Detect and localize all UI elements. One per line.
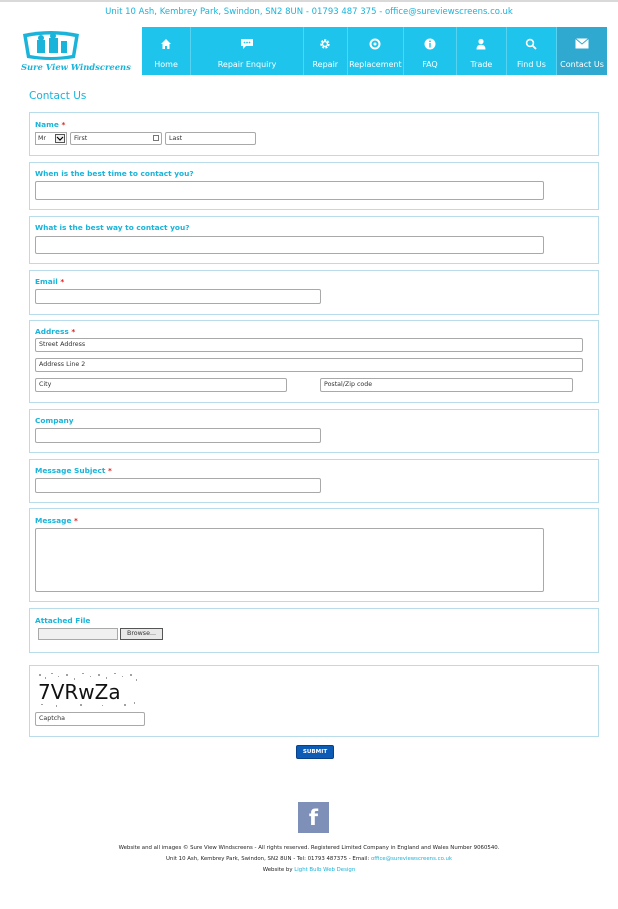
nav-label: Repair Enquiry [217,60,277,69]
nav-item-replacement[interactable] [348,27,404,75]
nav-label: Contact Us [560,60,604,69]
logo-text: Sure View Windscreens [21,62,131,72]
nav-label: Replacement [349,60,402,69]
gear-icon [304,38,347,52]
submit-button[interactable]: SUBMIT [296,745,334,759]
envelope-icon [557,38,607,52]
nav-label: FAQ [422,60,438,69]
company-label: Company [35,416,74,425]
file-section [29,608,599,653]
user-icon [457,38,506,52]
footer-credit [0,867,618,873]
footer-address-text: Unit 10 Ash, Kembrey Park, Swindon, SN2 8UN - Tel: 01793 487375 - Email: [165,856,370,862]
postal-code-input[interactable] [320,378,573,392]
best-time-section [29,162,599,210]
top-divider [0,0,618,2]
message-section [29,508,599,602]
captcha-text: 7VRwZa [38,680,121,704]
message-textarea[interactable] [35,528,544,592]
nav-label: Find Us [517,60,546,69]
windscreen-logo-icon [21,30,81,62]
city-input[interactable] [35,378,287,392]
browse-button[interactable]: Browse... [120,628,163,640]
facebook-icon[interactable]: f [298,802,329,833]
required-marker: * [71,327,76,336]
email-input[interactable] [35,289,321,304]
subject-label: Message Subject * [35,466,112,475]
contact-info-bar: Unit 10 Ash, Kembrey Park, Swindon, SN2 8UN - 01793 487 375 - office@sureviewscreens.co.uk [105,7,513,17]
footer-address [0,856,618,862]
subject-input[interactable] [35,478,321,493]
name-label: Name * [35,120,66,129]
email-label: Email * [35,277,65,286]
lifebuoy-icon [348,38,403,52]
name-section [29,112,599,156]
message-label: Message * [35,516,78,525]
postal-code-placeholder: Postal/Zip code [324,381,373,388]
nav-label: Home [154,60,178,69]
nav-label: Repair [312,60,339,69]
first-name-placeholder: First [74,135,88,142]
best-time-label: When is the best time to contact you? [35,169,194,178]
last-name-placeholder: Last [169,135,183,142]
address-section [29,320,599,403]
required-marker: * [74,516,78,525]
address-line2-placeholder: Address Line 2 [39,361,86,368]
home-icon [142,38,190,52]
site-logo[interactable] [21,30,141,76]
nav-item-repair-enquiry[interactable] [191,27,304,75]
last-name-input[interactable] [165,132,256,145]
best-way-input[interactable] [35,236,544,254]
street-address-input[interactable] [35,338,583,352]
title-select[interactable] [35,132,67,145]
nav-item-trade[interactable] [457,27,507,75]
footer-credit-link[interactable]: Light Bulb Web Design [294,867,356,873]
required-marker: * [107,466,112,475]
chevron-down-icon [55,134,65,143]
chat-icon [191,38,303,52]
best-way-section [29,216,599,264]
address-label: Address * [35,327,76,336]
autofill-icon [153,135,159,141]
nav-item-faq[interactable] [404,27,457,75]
best-time-input[interactable] [35,181,544,200]
first-name-input[interactable] [70,132,162,145]
search-icon [507,38,556,52]
company-section [29,409,599,453]
nav-item-repair[interactable] [304,27,348,75]
nav-item-find-us[interactable] [507,27,557,75]
file-path-field[interactable] [38,628,118,640]
captcha-input[interactable] [35,712,145,726]
subject-section [29,459,599,503]
city-placeholder: City [39,381,52,388]
footer-credit-text: Website by [262,867,293,873]
street-address-placeholder: Street Address [39,341,86,348]
required-marker: * [61,120,66,129]
nav-item-contact-us[interactable] [557,27,607,75]
page-title: Contact Us [29,90,87,102]
nav-label: Trade [470,60,493,69]
nav-item-home[interactable] [142,27,191,75]
address-line2-input[interactable] [35,358,583,372]
captcha-image [36,671,142,709]
main-nav [142,27,607,75]
company-input[interactable] [35,428,321,443]
title-select-value: Mr [38,135,47,142]
file-label: Attached File [35,616,91,625]
captcha-placeholder: Captcha [39,715,66,722]
info-icon [404,38,456,52]
captcha-section [29,665,599,737]
footer-copyright: Website and all images © Sure View Windscreens - All rights reserved. Registered Limited Company in England and Wales Number 9060540. [118,845,500,851]
best-way-label: What is the best way to contact you? [35,223,190,232]
required-marker: * [60,277,65,286]
footer-email-link[interactable]: office@sureviewscreens.co.uk [370,856,453,862]
email-section [29,270,599,315]
